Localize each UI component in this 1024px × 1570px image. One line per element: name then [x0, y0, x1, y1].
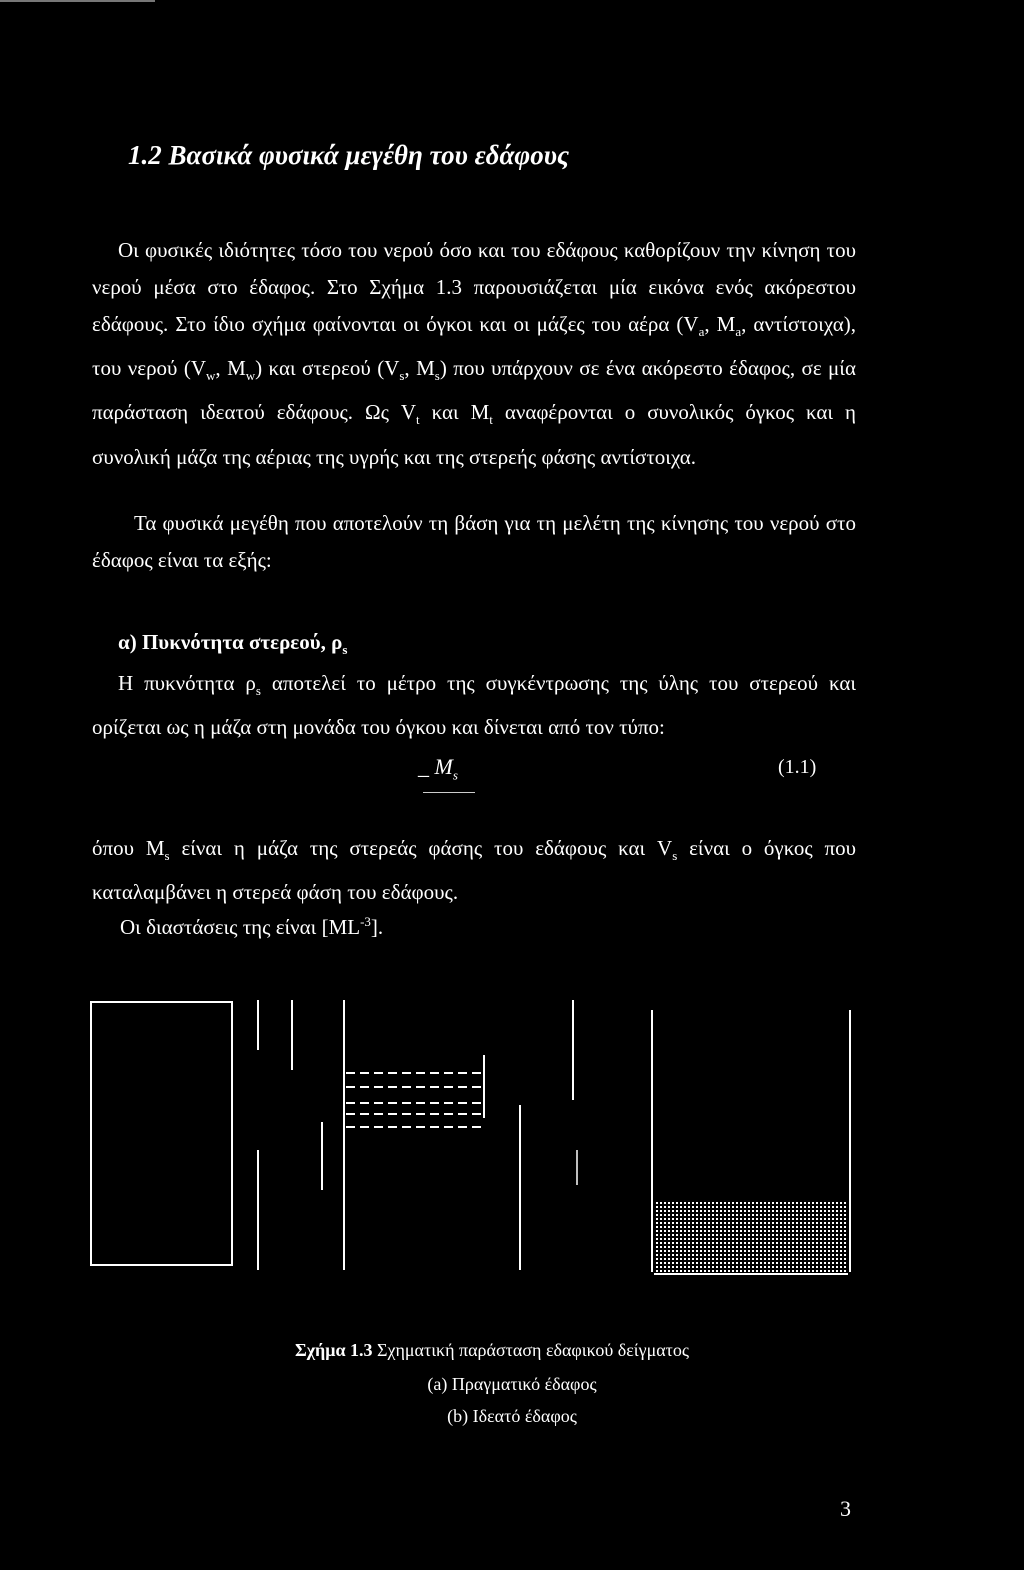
density-definition: Η πυκνότητα $\rho_s$ αποτελεί το μέτρο της συγκέντρωσης της ύλης του στερεού και ορίζεται ως η μάζα στη μονάδα του όγκου και δίνεται από τον τύπο: — [92, 671, 856, 740]
figure-item-b: (b) Ιδεατό έδαφος — [447, 1406, 577, 1426]
formula: _ $M_s$ — [418, 754, 458, 783]
top-rule — [0, 0, 155, 2]
solid-phase-hatch — [654, 1200, 848, 1272]
soil-sample-figure — [0, 990, 1024, 1290]
where-paragraph: όπου $M_s$ είναι η μάζα της στερεάς φάσης του εδάφους και $V_s$ είναι ο όγκος που καταλαμβάνει η στερεά φάση του εδάφους. — [92, 836, 856, 905]
equation-number: (1.1) — [778, 756, 817, 778]
section-title: 1.2 Βασικά φυσικά μεγέθη του εδάφους — [128, 140, 569, 170]
formula-fraction-bar — [423, 792, 475, 793]
figure-caption: Σχήμα 1.3 Σχηματική παράσταση εδαφικού δείγματος — [294, 1340, 690, 1360]
figure-item-a: (a) Πραγματικό έδαφος — [427, 1374, 597, 1394]
density-heading: α) Πυκνότητα στερεού, $\rho_s$ — [118, 630, 348, 658]
water-layer-lines — [346, 1073, 482, 1127]
intro-paragraph-2: Τα φυσικά μεγέθη που αποτελούν τη βάση για τη μελέτη της κίνησης του νερού στο έδαφος είναι τα εξής: — [92, 511, 856, 572]
page-number: 3 — [840, 1496, 851, 1521]
intro-paragraph: Οι φυσικές ιδιότητες τόσο του νερού όσο και του εδάφους καθορίζουν την κίνηση του νερού μέσα στο έδαφος. Στο Σχήμα 1.3 παρουσιάζεται μία εικόνα ενός ακόρεστου εδάφους. Στο ίδιο σχήμα φαίνονται οι όγκοι και οι μάζες του αέρα ($V_a$, $M_a$, αντίστοιχα), του νερού ($V_w$, $M_w$) και στερεού ($V_s$, $M_s$) που υπάρχουν σε ένα ακόρεστο έδαφος, σε μία παράσταση ιδεατού εδάφους. Ως $V_t$ και $M_t$ αναφέρονται ο συνολικός όγκος και η συνολική μάζα της αέριας της υγρής και της στερεής φάσης αντίστοιχα. — [92, 238, 856, 469]
dimensions-line: Οι διαστάσεις της είναι $[ML^{-3}]$. — [120, 914, 384, 939]
real-soil-box — [91, 1002, 232, 1265]
